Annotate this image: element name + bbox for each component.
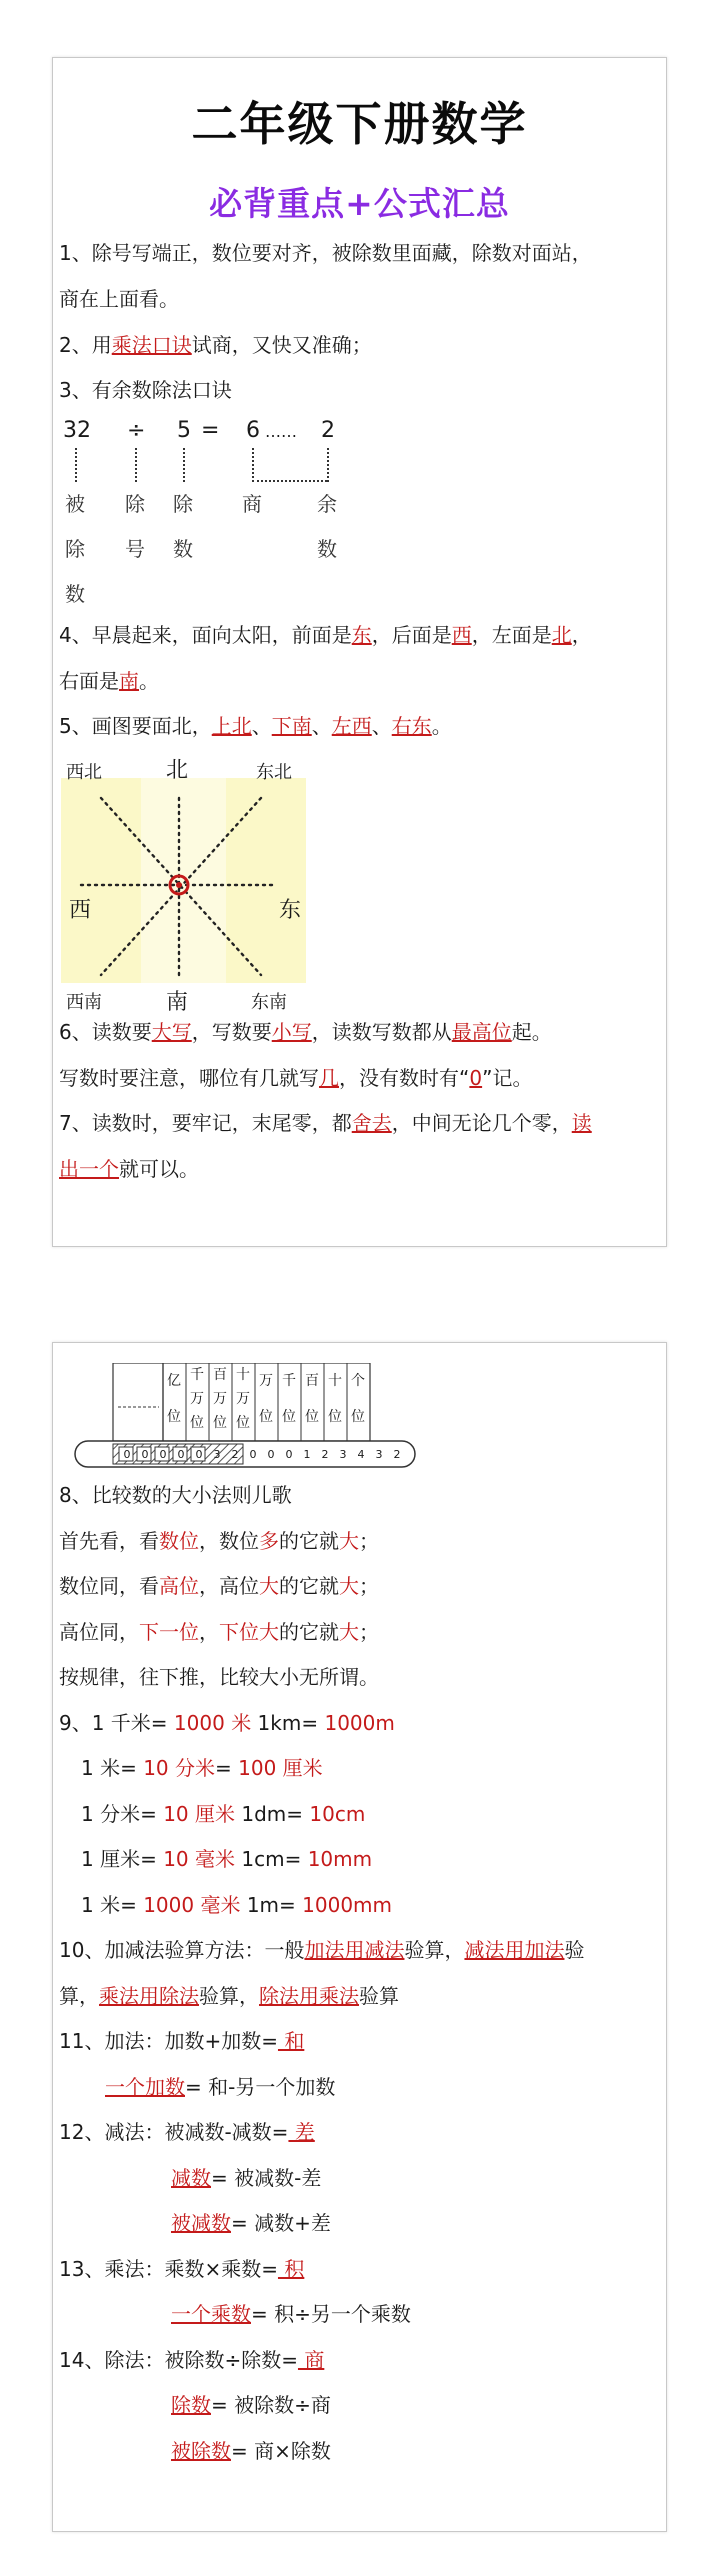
item-10-text-3: 验 bbox=[564, 1938, 585, 1962]
unit-5-a: 1000 毫米 bbox=[136, 1893, 241, 1917]
dash-dividend bbox=[75, 448, 77, 482]
rhyme-b-hl-1: 高位 bbox=[159, 1574, 199, 1598]
item-13-product: 积 bbox=[277, 2257, 305, 2281]
label-chu: 除 bbox=[65, 537, 85, 561]
item-11-line-b bbox=[105, 2075, 335, 2099]
place-value-header: 千万位 bbox=[190, 1367, 204, 1431]
item-14-line-c bbox=[171, 2439, 331, 2463]
item-4b-text-1: 右面是 bbox=[59, 669, 119, 693]
item-4-south: 南 bbox=[119, 669, 139, 693]
unit-3-a: 10 厘米 bbox=[156, 1802, 236, 1826]
item-5-left-west: 左西 bbox=[331, 714, 372, 738]
item-6-text-2: ，写数要 bbox=[191, 1020, 272, 1044]
item-10-line-b bbox=[59, 1984, 399, 2008]
item-6-line-a bbox=[59, 1020, 552, 1044]
unit-2-mid: = bbox=[215, 1756, 232, 1780]
label-shang: 商 bbox=[242, 492, 262, 516]
item-9-m bbox=[81, 1756, 323, 1780]
rhyme-b-4: ； bbox=[359, 1574, 379, 1598]
label-chu-3: 除 bbox=[173, 492, 193, 516]
unit-1-pre: 9、1 千米= bbox=[59, 1711, 168, 1735]
item-12-line-c bbox=[171, 2211, 331, 2235]
rhyme-a-1: 首先看，看 bbox=[59, 1529, 159, 1553]
item-4-line-b bbox=[59, 669, 159, 693]
label-chu-2: 除 bbox=[125, 492, 145, 516]
division-sign: ÷ bbox=[127, 418, 146, 443]
compass-south: 南 bbox=[166, 990, 189, 1015]
rhyme-c-hl-2: 下位大 bbox=[219, 1620, 279, 1644]
item-14b-text: = 被除数÷商 bbox=[211, 2393, 331, 2417]
item-13-text: 13、乘法：乘数×乘数= bbox=[59, 2257, 278, 2281]
item-10b-text-2: 验算， bbox=[199, 1984, 259, 2008]
item-7-one: 出一个 bbox=[59, 1157, 119, 1181]
place-value-digit: 0 bbox=[177, 1448, 185, 1461]
unit-2-a: 10 分米 bbox=[136, 1756, 216, 1780]
item-1-line-a: 1、除号写端正，数位要对齐，被除数里面藏，除数对面站， bbox=[59, 241, 592, 265]
item-5-end: 。 bbox=[431, 714, 452, 738]
item-7-text-2: ，中间无论几个零， bbox=[391, 1111, 572, 1135]
item-13-line-a bbox=[59, 2257, 304, 2281]
item-7-line-b bbox=[59, 1157, 199, 1181]
quotient-remainder-connector bbox=[252, 480, 327, 482]
item-3: 3、有余数除法口诀 bbox=[59, 378, 232, 402]
place-value-header: 万位 bbox=[259, 1373, 273, 1425]
compass-northwest: 西北 bbox=[66, 762, 102, 783]
item-12-line-a bbox=[59, 2120, 315, 2144]
label-hao: 号 bbox=[125, 537, 145, 561]
item-12-line-b bbox=[171, 2166, 321, 2190]
item-6-uppercase: 大写 bbox=[151, 1020, 192, 1044]
rhyme-a-4: ； bbox=[359, 1529, 379, 1553]
item-10-sub-add: 减法用加法 bbox=[464, 1938, 565, 1962]
item-12b-text: = 被减数-差 bbox=[211, 2166, 322, 2190]
item-4-text-4: ， bbox=[571, 623, 592, 647]
dash-divisor bbox=[183, 448, 185, 482]
place-value-digit: 0 bbox=[285, 1448, 293, 1461]
item-10-text-1: 10、加减法验算方法：一般 bbox=[59, 1938, 305, 1962]
item-14-dividend: 被除数 bbox=[171, 2439, 231, 2463]
item-11-text: 11、加法：加数+加数= bbox=[59, 2029, 278, 2053]
item-7b-text: 就可以。 bbox=[119, 1157, 199, 1181]
rhyme-a-hl-2: 多 bbox=[259, 1529, 279, 1553]
unit-1-b: 1000m bbox=[318, 1711, 395, 1735]
place-value-header: 亿位 bbox=[167, 1373, 181, 1425]
item-11-line-a bbox=[59, 2029, 304, 2053]
item-10b-text-1: 算， bbox=[59, 1984, 99, 2008]
place-value-header: 千位 bbox=[282, 1373, 296, 1425]
item-8-line-a bbox=[59, 1529, 379, 1553]
division-remainder: 2 bbox=[321, 418, 335, 443]
rhyme-b-1: 数位同，看 bbox=[59, 1574, 159, 1598]
place-value-digit: 0 bbox=[195, 1448, 203, 1461]
unit-2-b: 100 厘米 bbox=[231, 1756, 323, 1780]
place-value-header: 十万位 bbox=[236, 1367, 250, 1431]
item-5 bbox=[59, 714, 452, 738]
rhyme-c-hl-3: 大 bbox=[339, 1620, 359, 1644]
item-6-text-1: 6、读数要 bbox=[59, 1020, 152, 1044]
item-5-sep-2: 、 bbox=[311, 714, 332, 738]
item-10-line-a bbox=[59, 1938, 584, 1962]
item-6b-text-2: ，没有数时有“ bbox=[339, 1066, 470, 1090]
card-bottom bbox=[52, 1342, 667, 2532]
rhyme-a-3: 的它就 bbox=[279, 1529, 339, 1553]
item-14-line-a bbox=[59, 2348, 324, 2372]
item-4-text-3: ，左面是 bbox=[471, 623, 552, 647]
item-2-pre: 2、用 bbox=[59, 333, 112, 357]
item-4-west: 西 bbox=[451, 623, 472, 647]
item-2-post: 试商，又快又准确； bbox=[191, 333, 372, 357]
item-8-line-b bbox=[59, 1574, 379, 1598]
unit-4-pre: 1 厘米= bbox=[81, 1847, 157, 1871]
item-7-read: 读 bbox=[571, 1111, 592, 1135]
card-top bbox=[52, 57, 667, 1247]
place-value-digit: 0 bbox=[123, 1448, 131, 1461]
item-6b-ji: 几 bbox=[319, 1066, 339, 1090]
place-value-chart bbox=[63, 1363, 443, 1473]
item-11b-text: = 和-另一个加数 bbox=[185, 2075, 336, 2099]
item-5-up-north: 上北 bbox=[211, 714, 252, 738]
compass-north: 北 bbox=[166, 758, 189, 783]
place-value-digit: 2 bbox=[321, 1448, 329, 1461]
item-14-divisor: 除数 bbox=[171, 2393, 211, 2417]
item-6b-text-3: ”记。 bbox=[482, 1066, 533, 1090]
division-diagram bbox=[59, 418, 349, 608]
item-2 bbox=[59, 333, 372, 357]
unit-4-b: 10mm bbox=[301, 1847, 373, 1871]
place-value-digit: 1 bbox=[303, 1448, 311, 1461]
unit-5-pre: 1 米= bbox=[81, 1893, 137, 1917]
compass-west: 西 bbox=[69, 898, 92, 923]
label-bei: 被 bbox=[65, 492, 85, 516]
unit-5-mid: 1m= bbox=[240, 1893, 296, 1917]
place-value-digit: 3 bbox=[375, 1448, 383, 1461]
item-4b-text-2: 。 bbox=[139, 669, 159, 693]
rhyme-a-2: ，数位 bbox=[199, 1529, 259, 1553]
dash-sign bbox=[135, 448, 137, 482]
item-8-title: 8、比较数的大小法则儿歌 bbox=[59, 1483, 292, 1507]
item-11-sum: 和 bbox=[277, 2029, 305, 2053]
division-dividend: 32 bbox=[63, 418, 91, 443]
item-6-text-3: ，读数写数都从 bbox=[311, 1020, 452, 1044]
item-6b-zero: 0 bbox=[469, 1066, 483, 1090]
rhyme-c-hl-1: 下一位 bbox=[139, 1620, 199, 1644]
item-14-quotient: 商 bbox=[297, 2348, 325, 2372]
item-12-difference: 差 bbox=[288, 2120, 315, 2144]
item-13b-text: = 积÷另一个乘数 bbox=[251, 2302, 411, 2326]
item-8-line-c bbox=[59, 1620, 379, 1644]
place-value-digit: 3 bbox=[213, 1448, 221, 1461]
place-value-digit: 2 bbox=[393, 1448, 401, 1461]
dash-quotient bbox=[252, 448, 254, 482]
item-12c-text: = 减数+差 bbox=[231, 2211, 331, 2235]
item-14-text: 14、除法：被除数÷除数= bbox=[59, 2348, 298, 2372]
item-5-sep-1: 、 bbox=[251, 714, 272, 738]
item-9-cm bbox=[81, 1847, 372, 1871]
item-10-text-2: 验算， bbox=[404, 1938, 465, 1962]
item-8-line-d: 按规律，往下推，比较大小无所谓。 bbox=[59, 1665, 379, 1689]
item-5-sep-3: 、 bbox=[371, 714, 392, 738]
item-4-east: 东 bbox=[351, 623, 372, 647]
rhyme-b-hl-2: 大 bbox=[259, 1574, 279, 1598]
rhyme-c-1: 高位同， bbox=[59, 1620, 139, 1644]
dash-remainder bbox=[327, 448, 329, 482]
item-10-add-sub: 加法用减法 bbox=[304, 1938, 405, 1962]
item-10-mul-div: 乘法用除法 bbox=[99, 1984, 199, 2008]
item-6-highest: 最高位 bbox=[451, 1020, 512, 1044]
item-4-line-a bbox=[59, 623, 592, 647]
item-7-text-1: 7、读数时，要牢记，末尾零，都 bbox=[59, 1111, 352, 1135]
place-value-header: 十位 bbox=[328, 1373, 342, 1425]
place-value-digit: 0 bbox=[141, 1448, 149, 1461]
rhyme-a-hl-3: 大 bbox=[339, 1529, 359, 1553]
unit-4-a: 10 毫米 bbox=[156, 1847, 236, 1871]
compass-southeast: 东南 bbox=[251, 992, 287, 1013]
item-7-drop: 舍去 bbox=[351, 1111, 392, 1135]
item-10-div-mul: 除法用乘法 bbox=[259, 1984, 359, 2008]
division-quotient: 6 bbox=[246, 418, 260, 443]
item-9-km bbox=[59, 1711, 395, 1735]
item-4-text-2: ，后面是 bbox=[371, 623, 452, 647]
item-4-text-1: 4、早晨起来，面向太阳，前面是 bbox=[59, 623, 352, 647]
division-divisor: 5 bbox=[177, 418, 191, 443]
place-value-digit: 0 bbox=[267, 1448, 275, 1461]
unit-1-a: 1000 米 bbox=[167, 1711, 252, 1735]
item-9-dm bbox=[81, 1802, 365, 1826]
item-5-right-east: 右东 bbox=[391, 714, 432, 738]
rhyme-c-3: 的它就 bbox=[279, 1620, 339, 1644]
unit-3-pre: 1 分米= bbox=[81, 1802, 157, 1826]
item-11-addend: 一个加数 bbox=[105, 2075, 185, 2099]
compass-northeast: 东北 bbox=[256, 762, 292, 783]
item-13-factor: 一个乘数 bbox=[171, 2302, 251, 2326]
place-value-digit: 0 bbox=[249, 1448, 257, 1461]
item-6-text-4: 起。 bbox=[511, 1020, 552, 1044]
item-9-mm bbox=[81, 1893, 392, 1917]
rhyme-b-2: ，高位 bbox=[199, 1574, 259, 1598]
item-14-line-b bbox=[171, 2393, 331, 2417]
rhyme-c-2: ， bbox=[199, 1620, 219, 1644]
unit-2-pre: 1 米= bbox=[81, 1756, 137, 1780]
rhyme-c-4: ； bbox=[359, 1620, 379, 1644]
rhyme-b-hl-3: 大 bbox=[339, 1574, 359, 1598]
division-dots: …… bbox=[265, 422, 297, 441]
item-5-down-south: 下南 bbox=[271, 714, 312, 738]
item-2-highlight: 乘法口诀 bbox=[111, 333, 192, 357]
division-equals: = bbox=[201, 418, 220, 443]
item-12-minuend: 被减数 bbox=[171, 2211, 231, 2235]
item-5-text: 5、画图要面北， bbox=[59, 714, 212, 738]
unit-1-mid: 1km= bbox=[251, 1711, 319, 1735]
label-shu-2: 数 bbox=[173, 537, 193, 561]
item-6-lowercase: 小写 bbox=[271, 1020, 312, 1044]
compass-graphic bbox=[61, 753, 306, 1008]
rhyme-a-hl-1: 数位 bbox=[159, 1529, 199, 1553]
label-shu-3: 数 bbox=[317, 537, 337, 561]
rhyme-b-3: 的它就 bbox=[279, 1574, 339, 1598]
place-value-digit: 3 bbox=[339, 1448, 347, 1461]
page-title: 二年级下册数学 bbox=[191, 97, 528, 151]
unit-3-mid: 1dm= bbox=[235, 1802, 304, 1826]
item-12-text: 12、减法：被减数-减数= bbox=[59, 2120, 289, 2144]
item-14c-text: = 商×除数 bbox=[231, 2439, 331, 2463]
place-value-header: 百位 bbox=[305, 1373, 319, 1425]
place-value-header: 百万位 bbox=[213, 1367, 227, 1431]
item-12-subtrahend: 减数 bbox=[171, 2166, 211, 2190]
item-6b-text-1: 写数时要注意，哪位有几就写 bbox=[59, 1066, 319, 1090]
place-value-digit: 4 bbox=[357, 1448, 365, 1461]
item-13-line-b bbox=[171, 2302, 411, 2326]
item-6-line-b bbox=[59, 1066, 532, 1090]
page-subtitle: 必背重点+公式汇总 bbox=[209, 184, 510, 223]
label-shu: 数 bbox=[65, 582, 85, 606]
compass-southwest: 西南 bbox=[66, 992, 102, 1013]
place-value-header: 个位 bbox=[351, 1373, 365, 1425]
unit-4-mid: 1cm= bbox=[235, 1847, 302, 1871]
compass-diagram bbox=[61, 753, 306, 1015]
unit-3-b: 10cm bbox=[303, 1802, 366, 1826]
place-value-digit: 2 bbox=[231, 1448, 239, 1461]
place-value-digit: 0 bbox=[159, 1448, 167, 1461]
item-1-line-b: 商在上面看。 bbox=[59, 287, 179, 311]
item-7-line-a bbox=[59, 1111, 592, 1135]
unit-5-b: 1000mm bbox=[295, 1893, 393, 1917]
label-yu: 余 bbox=[317, 492, 337, 516]
item-4-north: 北 bbox=[551, 623, 572, 647]
compass-east: 东 bbox=[279, 898, 302, 923]
item-10b-text-3: 验算 bbox=[359, 1984, 399, 2008]
